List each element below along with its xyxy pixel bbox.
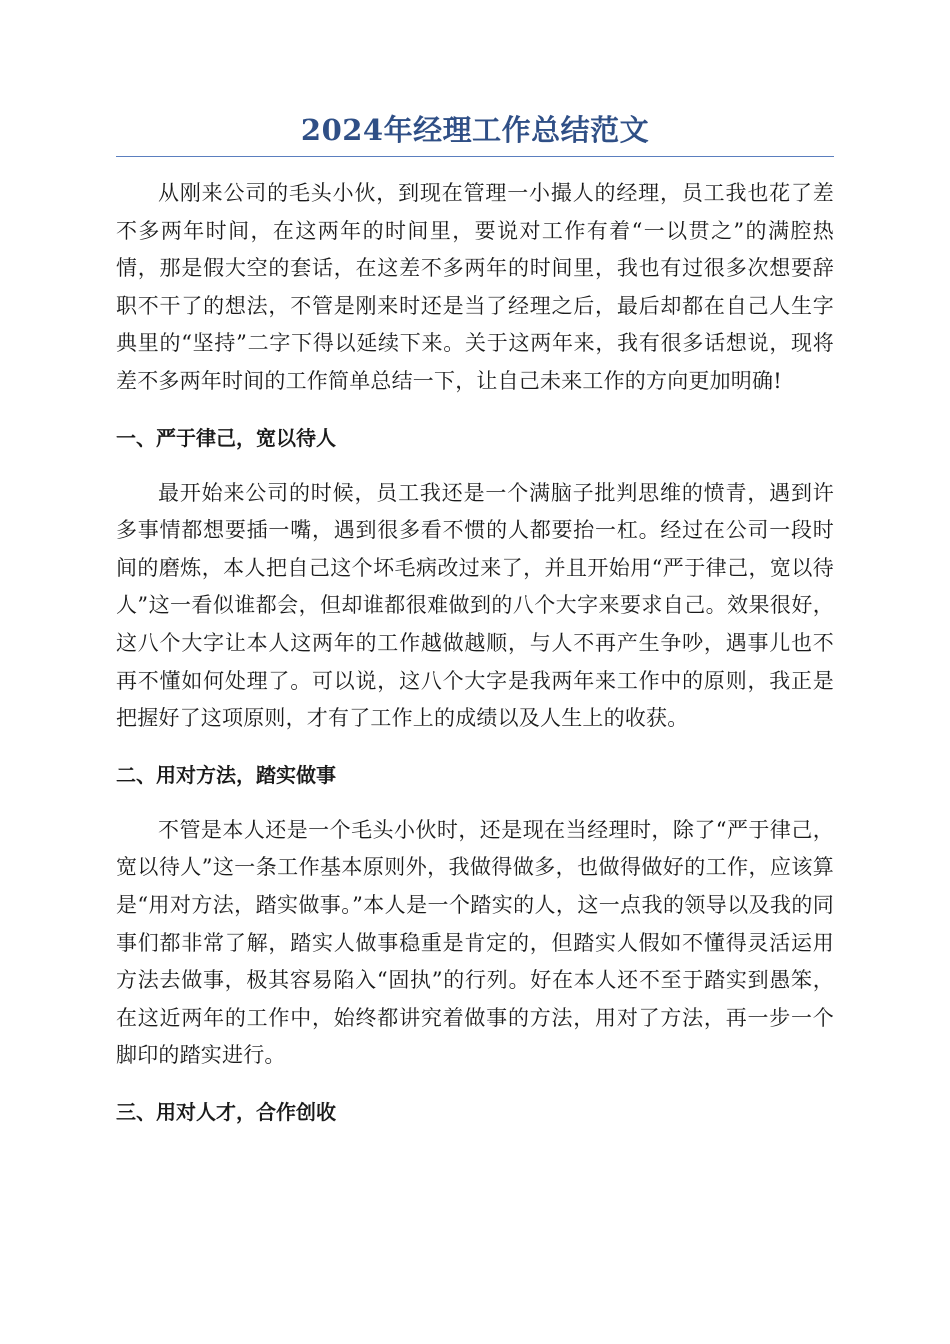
title-underline [116,156,834,157]
section-3-heading: 三、用对人才，合作创收 [116,1099,336,1124]
intro-paragraph: 从刚来公司的毛头小伙，到现在管理一小撮人的经理，员工我也花了差不多两年时间，在这两年的时间里，要说对工作有着“一以贯之”的满腔热情，那是假大空的套话，在这差不多两年的时间里，我也有过很多次想要辞职不干了的想法，不管是刚来时还是当了经理之后，最后却都在自己人生字典里的“坚持”二字下得以延续下来。关于这两年来，我有很多话想说，现将差不多两年时间的工作简单总结一下，让自己未来工作的方向更加明确! [116,181,834,393]
document-title: 2024年经理工作总结范文 [300,113,650,147]
section-2-heading: 二、用对方法，踏实做事 [116,762,336,787]
section-1-body: 最开始来公司的时候，员工我还是一个满脑子批判思维的愤青，遇到许多事情都想要插一嘴，遇到很多看不惯的人都要抬一杠。经过在公司一段时间的磨炼，本人把自己这个坏毛病改过来了，并且开始用“严于律己，宽以待人”这一看似谁都会，但却谁都很难做到的八个大字来要求自己。效果很好，这八个大字让本人这两年的工作越做越顺，与人不再产生争吵，遇事儿也不再不懂如何处理了。可以说，这八个大字是我两年来工作中的原则，我正是把握好了这项原则，才有了工作上的成绩以及人生上的收获。 [116,480,834,731]
section-1-heading: 一、严于律己，宽以待人 [116,425,336,450]
document-page [116,108,834,1149]
section-2-body: 不管是本人还是一个毛头小伙时，还是现在当经理时，除了“严于律己，宽以待人”这一条工作基本原则外，我做得做多，也做得做好的工作，应该算是“用对方法，踏实做事。”本人是一个踏实的人，这一点我的领导以及我的同事们都非常了解，踏实人做事稳重是肯定的，但踏实人假如不懂得灵活运用方法去做事，极其容易陷入“固执”的行列。好在本人还不至于踏实到愚笨，在这近两年的工作中，始终都讲究着做事的方法，用对了方法，再一步一个脚印的踏实进行。 [116,817,834,1068]
